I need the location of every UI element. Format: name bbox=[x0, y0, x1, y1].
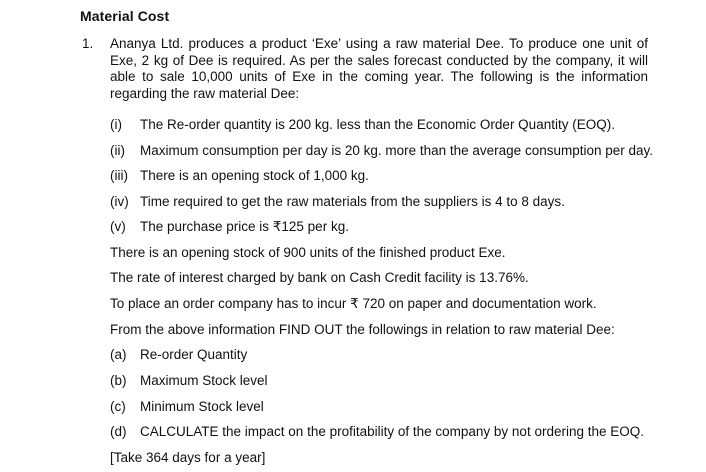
sub-item-label: (ii) bbox=[110, 143, 125, 158]
find-item-text: Minimum Stock level bbox=[140, 399, 264, 414]
sub-item-text: Time required to get the raw materials from the suppliers is 4 to 8 days. bbox=[140, 194, 565, 209]
sub-item-label: (iii) bbox=[110, 168, 128, 183]
sub-item-text: The Re-order quantity is 200 kg. less than the Economic Order Quantity (EOQ). bbox=[140, 117, 615, 132]
find-item-label: (b) bbox=[110, 373, 127, 388]
sub-item-label: (iv) bbox=[110, 194, 129, 209]
find-item-text: Re-order Quantity bbox=[140, 347, 248, 362]
paragraph: The rate of interest charged by bank on Cash Credit facility is 13.76%. bbox=[110, 270, 529, 285]
sub-item-label: (v) bbox=[110, 219, 126, 234]
question-number: 1. bbox=[82, 36, 94, 51]
paragraph: To place an order company has to incur ₹ 720 on paper and documentation work. bbox=[110, 296, 597, 311]
section-heading: Material Cost bbox=[80, 8, 170, 24]
find-item-label: (c) bbox=[110, 399, 126, 414]
note: [Take 364 days for a year] bbox=[110, 450, 266, 465]
sub-item-text: Maximum consumption per day is 20 kg. more than the average consumption per day. bbox=[140, 143, 654, 158]
find-item-label: (a) bbox=[110, 347, 127, 362]
sub-item-text: There is an opening stock of 1,000 kg. bbox=[140, 168, 369, 183]
paragraph: From the above information FIND OUT the followings in relation to raw material Dee: bbox=[110, 322, 615, 337]
question-intro: Ananya Ltd. produces a product ‘Exe’ using a raw material Dee. To produce one unit of Exe, 2 kg of Dee is required. As per the sales forecast conducted by the company, it will able to sale 10,000 units of Exe in the coming year. The following is the information regarding the raw material Dee: bbox=[110, 36, 648, 101]
find-item-text: Maximum Stock level bbox=[140, 373, 268, 388]
sub-item-label: (i) bbox=[110, 117, 122, 132]
paragraph: There is an opening stock of 900 units of the finished product Exe. bbox=[110, 245, 506, 260]
find-item-text: CALCULATE the impact on the profitability of the company by not ordering the EOQ. bbox=[140, 424, 645, 439]
find-item-label: (d) bbox=[110, 424, 127, 439]
sub-item-text: The purchase price is ₹125 per kg. bbox=[140, 219, 349, 234]
